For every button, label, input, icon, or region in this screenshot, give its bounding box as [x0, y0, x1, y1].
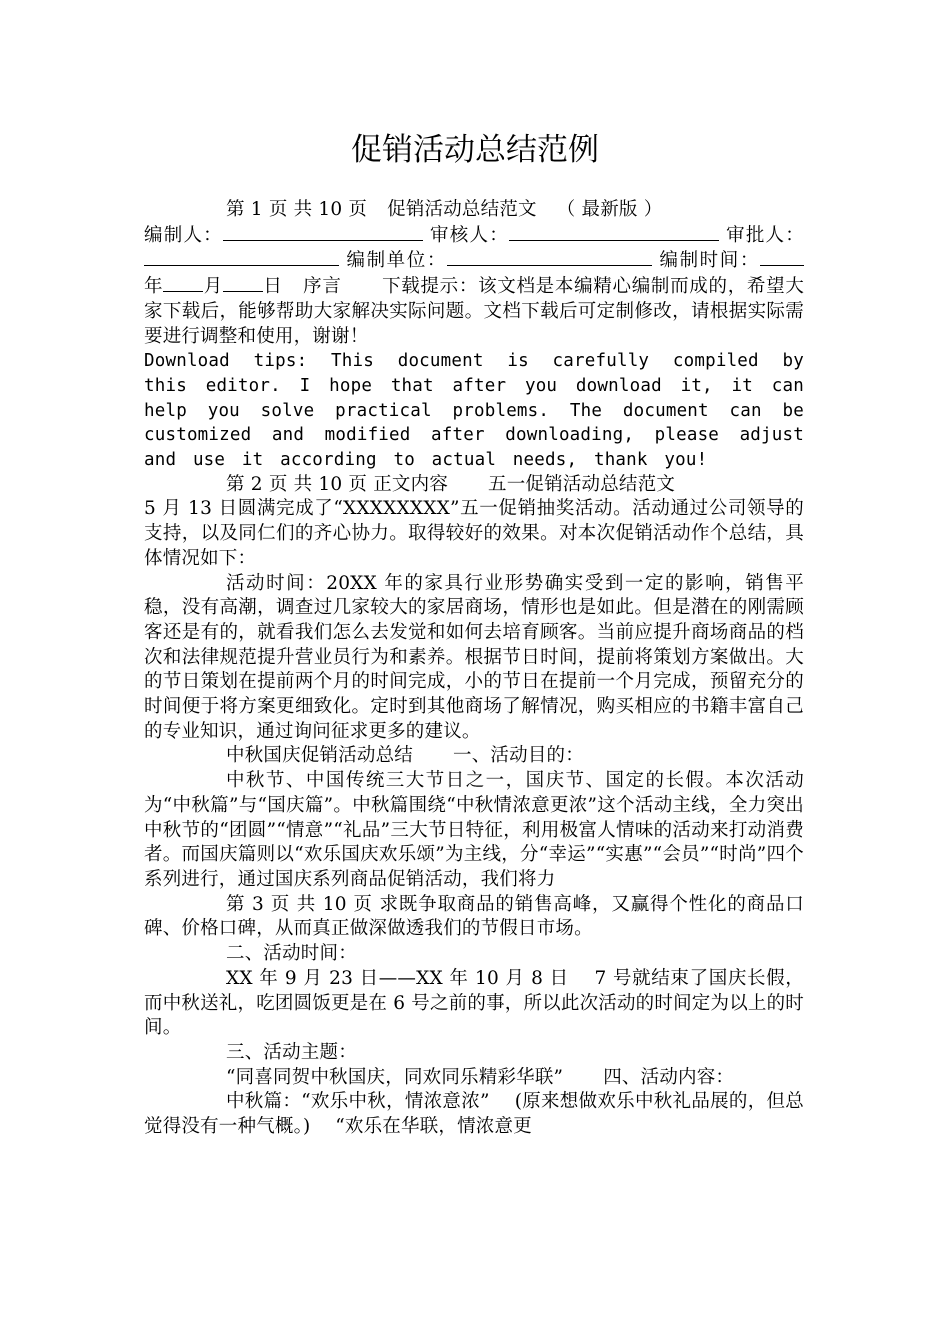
- header-line: [144, 198, 804, 223]
- section-line: [144, 744, 804, 769]
- section-heading: 二、活动时间：: [226, 943, 357, 965]
- document-title: 促销活动总结范例: [351, 132, 599, 168]
- document-body: [144, 198, 804, 1140]
- mid-title: 中秋国庆促销活动总结: [226, 745, 414, 767]
- section-heading: 三、活动主题：: [226, 1041, 357, 1063]
- page-number-1: 第 1 页 共 10 页: [226, 199, 368, 220]
- month-label: 月: [203, 276, 223, 298]
- page-number-3: 第 3 页 共 10 页: [226, 893, 373, 915]
- paragraph: XX 年 9 月 23 日——XX 年 10 月 8 日 7 号就结束了国庆长假，而中秋送礼，吃团圆饭更是在 6 号之前的事，所以此次活动的时间定为以上的时间。: [144, 967, 804, 1039]
- year-label: 年: [144, 276, 164, 298]
- reviewer-label: 审核人：: [430, 224, 509, 246]
- month-blank: [163, 274, 203, 292]
- approver-label: 审批人：: [726, 224, 804, 246]
- editor-blank: [223, 223, 423, 241]
- page3-line: [144, 893, 804, 942]
- time-label: 编制时间：: [659, 250, 760, 272]
- download-tip-cn: 下载提示：该文档是本编精心编制而成的，希望大家下载后，能够帮助大家解决实际问题。文档下载后可定制修改，请根据实际需要进行调整和使用，谢谢！: [144, 276, 805, 347]
- theme-text: “同喜同贺中秋国庆，同欢同乐精彩华联”: [226, 1066, 564, 1088]
- day-blank: [223, 274, 263, 292]
- paragraph: 中秋篇：“欢乐中秋，情浓意浓” (原来想做欢乐中秋礼品展的，但总觉得没有一种气概。) “欢乐在华联，情浓意更: [144, 1091, 804, 1138]
- theme-line: [144, 1066, 804, 1091]
- paragraph: 中秋节、中国传统三大节日之一，国庆节、国定的长假。本次活动为“中秋篇”与“国庆篇”。中秋篇围绕“中秋情浓意更浓”这个活动主线，全力突出中秋节的“团圆”“情意”“礼品”三大节日特征，利用极富人情味的活动来打动消费者。而国庆篇则以“欢乐国庆欢乐颂”为主线，分“幸运”“实惠”“会员”“时尚”四个系列进行，通过国庆系列商品促销活动，我们将力: [144, 770, 804, 890]
- edition-label: （ 最新版 ）: [556, 199, 663, 220]
- meta-block: [144, 223, 804, 350]
- page-number-2: 第 2 页 共 10 页: [226, 473, 368, 495]
- section-heading: 一、活动目的：: [453, 745, 584, 767]
- paragraph: 5 月 13 日圆满完成了“XXXXXXXX”五一促销抽奖活动。活动通过公司领导的支持，以及同仁们的齐心协力。取得较好的效果。对本次促销活动作个总结，具体情况如下：: [144, 498, 804, 569]
- year-blank: [760, 248, 804, 266]
- page2-subtitle: 五一促销活动总结范文: [488, 473, 676, 495]
- section-heading: 四、活动内容：: [603, 1066, 735, 1088]
- doc-name: 促销活动总结范文: [387, 199, 537, 220]
- content-label: 正文内容: [373, 473, 449, 495]
- day-label: 日: [262, 276, 283, 298]
- approver-blank: [144, 248, 339, 266]
- unit-label: 编制单位：: [346, 250, 447, 272]
- preface-label: 序言: [302, 276, 342, 298]
- editor-label: 编制人：: [144, 224, 223, 246]
- reviewer-blank: [509, 223, 719, 241]
- download-tip-en: Download tips: This document is carefully compiled by this editor. I hope that after you download it, it can help you solve practical problems. The document can be customized and modified after downloading, please adjust and use it according to actual needs, thank you!: [144, 351, 804, 471]
- unit-blank: [447, 248, 652, 266]
- page2-header: [144, 473, 804, 498]
- paragraph-text: 求既争取商品的销售高峰，又赢得个性化的商品口碑、价格口碑，从而真正做深做透我们的节假日市场。: [144, 893, 804, 940]
- paragraph: 活动时间：20XX 年的家具行业形势确实受到一定的影响，销售平稳，没有高潮，调查过几家较大的家居商场，情形也是如此。但是潜在的刚需顾客还是有的，就看我们怎么去发觉和如何去培育顾客。当前应提升商场商品的档次和法律规范提升营业员行为和素养。根据节日时间，提前将策划方案做出。大的节日策划在提前两个月的时间完成，小的节日在提前一个月完成，预留充分的时间便于将方案更细致化。定时到其他商场了解情况，购买相应的书籍丰富自己的专业知识，通过询问征求更多的建议。: [144, 572, 804, 742]
